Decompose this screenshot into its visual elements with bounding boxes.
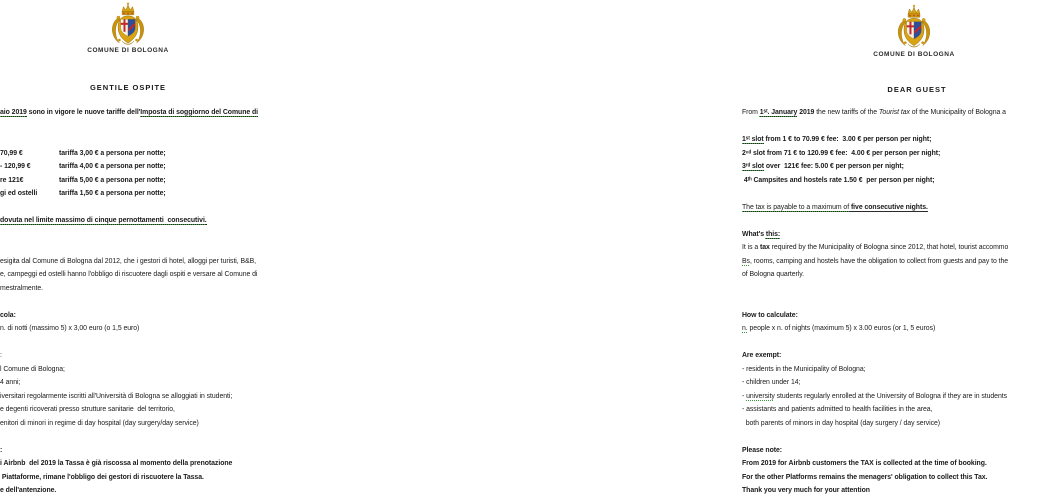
bologna-coat-of-arms-icon (108, 2, 148, 47)
text-segment: tax (759, 244, 770, 251)
text-segment: n. (742, 325, 748, 332)
text-segment: university (746, 392, 775, 400)
text-line (742, 241, 1050, 255)
text-segment: From (742, 109, 760, 116)
text-segment: 70,99 € (0, 149, 23, 157)
text-segment: cola: (0, 311, 16, 319)
text-segment: 1ˢᵗ. January (759, 109, 798, 116)
text-line (0, 133, 300, 147)
text-line (0, 444, 300, 458)
text-line (0, 147, 300, 161)
text-line (742, 295, 1050, 309)
text-line (0, 241, 300, 255)
text-line (0, 309, 300, 323)
page-italian (0, 0, 300, 500)
text-segment: n. di notti (massimo 5) x 3,00 euro (o 1,5 euro) (0, 325, 140, 332)
text-line (0, 228, 300, 242)
text-line (0, 430, 300, 444)
text-segment: How to calculate: (742, 311, 798, 319)
text-segment: tariffa 3,00 € a persona per notte; (59, 149, 166, 157)
text-line (742, 268, 1050, 282)
text-line (742, 106, 1050, 120)
text-line (0, 376, 300, 390)
text-segment: people x n. of nights (maximum 5) x 3.00 euros (or 1, 5 euros) (747, 325, 936, 332)
text-line (0, 403, 300, 417)
text-line (742, 133, 1050, 147)
text-line (742, 444, 1050, 458)
text-segment: Thank you very much for your attention (742, 487, 870, 494)
text-line (742, 430, 1050, 444)
text-segment: Tourist tax (878, 109, 910, 116)
text-line (0, 174, 300, 188)
text-segment: re 121€ (0, 176, 24, 184)
text-segment: For the other Platforms remains the menagers' obligation to collect this Tax. (742, 473, 988, 481)
text-segment: over 121€ fee: 5.00 € per person per night; (764, 163, 904, 170)
text-line (742, 376, 1050, 390)
text-line (0, 484, 300, 498)
text-segment: from 1 € to 70.99 € fee: 3.00 € per person per night; (763, 136, 932, 143)
text-segment: Piattaforme, rimane l'obbligo dei gestori di riscuotere la Tassa. (0, 473, 204, 481)
text-line (0, 336, 300, 350)
text-line (742, 214, 1050, 228)
text-segment: From 2019 for Airbnb customers the TAX is collected at the time of booking. (742, 460, 987, 467)
text-segment: Please note: (742, 446, 782, 454)
text-segment: - children under 14; (742, 379, 801, 386)
text-line (742, 349, 1050, 363)
text-segment: required by the Municipality of Bologna since 2012, that hotel, tourist accommo (769, 244, 1009, 251)
text-line (742, 187, 1050, 201)
text-segment: iversitari regolarmente iscritti all'Università di Bologna se alloggiati in studenti; (0, 392, 233, 400)
text-segment: esigita dal Comune di Bologna dal 2012, che i gestori di hotel, alloggi per turisti, B&B, (0, 257, 257, 265)
text-segment: enitori di minori in regime di day hospital (day surgery/day service) (0, 419, 199, 427)
text-segment: , rooms, camping and hostels have the obligation to collect from guests and pay to the (749, 257, 1009, 265)
text-segment: sono in vigore le nuove tariffe dell' (26, 109, 141, 116)
text-segment: - (742, 392, 747, 400)
text-line (742, 484, 1050, 498)
text-segment: five consecutive nights. (850, 203, 928, 211)
text-line (0, 160, 300, 174)
text-line (0, 363, 300, 377)
text-line (742, 255, 1050, 269)
text-segment: Imposta di soggiorno del Comune di (140, 109, 259, 116)
text-segment: : (0, 352, 2, 359)
text-segment: e degenti ricoverati presso strutture sanitarie del territorio, (0, 406, 175, 413)
text-line (0, 322, 300, 336)
text-segment: It is a (742, 244, 760, 251)
text-segment: both parents of minors in day hospital (day surgery / day service) (742, 419, 941, 427)
page-english (350, 0, 1009, 500)
text-segment: What's (742, 230, 766, 238)
text-line (742, 403, 1050, 417)
text-line (0, 201, 300, 215)
text-line (0, 471, 300, 485)
text-segment: e, campeggi ed ostelli hanno l'obbligo di riscuotere dagli ospiti e versare al Comune di (0, 271, 258, 278)
text-line (0, 187, 300, 201)
text-segment: tariffa 4,00 € a persona per notte; (59, 163, 166, 170)
text-segment: - assistants and patients admitted to health facilities in the area, (742, 406, 933, 413)
text-segment: aio 2019 (0, 109, 27, 116)
text-line (742, 120, 1050, 134)
text-segment: 1ˢᵗ slot (742, 136, 764, 143)
text-line (0, 282, 300, 296)
text-line (0, 390, 300, 404)
text-line (742, 228, 1050, 242)
text-segment: this: (765, 230, 781, 238)
text-line (742, 322, 1050, 336)
text-line (0, 295, 300, 309)
text-line (742, 174, 1050, 188)
municipality-name: COMUNE DI BOLOGNA (873, 51, 955, 58)
text-segment: dovuta nel limite massimo di cinque pernottamenti consecutivi. (0, 217, 207, 224)
text-line (742, 471, 1050, 485)
document-body-english (742, 106, 1050, 500)
text-segment: tariffa 5,00 € a persona per notte; (59, 176, 166, 184)
text-segment: tariffa 1,50 € a persona per notte; (59, 190, 166, 197)
text-segment: mestralmente. (0, 284, 44, 292)
text-segment: the new tariffs of the (814, 109, 879, 116)
text-line (0, 349, 300, 363)
text-segment: 4ᵗʰ Campsites and hostels rate 1.50 € per person per night; (742, 176, 935, 184)
text-segment: i Airbnb del 2019 la Tassa è già riscossa al momento della prenotazione (0, 460, 233, 467)
text-line (0, 457, 300, 471)
text-line (742, 417, 1050, 431)
text-segment: 4 anni; (0, 379, 21, 386)
text-line (742, 457, 1050, 471)
text-line (742, 363, 1050, 377)
text-line (742, 147, 1050, 161)
text-segment: - residents in the Municipality of Bologna; (742, 365, 866, 373)
text-segment: : (0, 446, 3, 454)
text-segment: of the Municipality of Bologna a (909, 109, 1006, 116)
bologna-coat-of-arms-icon (894, 4, 934, 50)
text-line (742, 160, 1050, 174)
text-segment: students regularly enrolled at the University of Bologna if they are in students (774, 392, 1007, 400)
text-segment: 3ʳᵈ slot (742, 163, 765, 170)
text-line (742, 390, 1050, 404)
text-line (0, 268, 300, 282)
text-segment: gi ed ostelli (0, 190, 38, 197)
text-line (0, 106, 300, 120)
salutation-title-italian: GENTILE OSPITE (89, 83, 167, 92)
text-line (742, 309, 1050, 323)
text-line (742, 201, 1050, 215)
text-line (742, 282, 1050, 296)
text-segment: 2019 (797, 109, 815, 116)
text-segment: - 120,99 € (0, 163, 31, 170)
document-body-italian (0, 106, 300, 500)
text-segment: Bs (742, 257, 750, 265)
text-line (0, 417, 300, 431)
municipality-name: COMUNE DI BOLOGNA (87, 47, 169, 54)
text-segment: of Bologna quarterly. (742, 271, 805, 278)
text-line (0, 120, 300, 134)
text-segment: l Comune di Bologna; (0, 365, 65, 373)
text-line (0, 255, 300, 269)
text-line (742, 336, 1050, 350)
text-segment: Are exempt: (742, 352, 782, 359)
text-segment: The tax is payable to a maximum of (742, 203, 851, 211)
text-segment: 2ⁿᵈ slot from 71 € to 120.99 € fee: 4.00 € per person per night; (742, 149, 941, 157)
text-line (0, 214, 300, 228)
salutation-title-english: DEAR GUEST (887, 85, 947, 94)
text-segment: e dell'antenzione. (0, 487, 57, 494)
